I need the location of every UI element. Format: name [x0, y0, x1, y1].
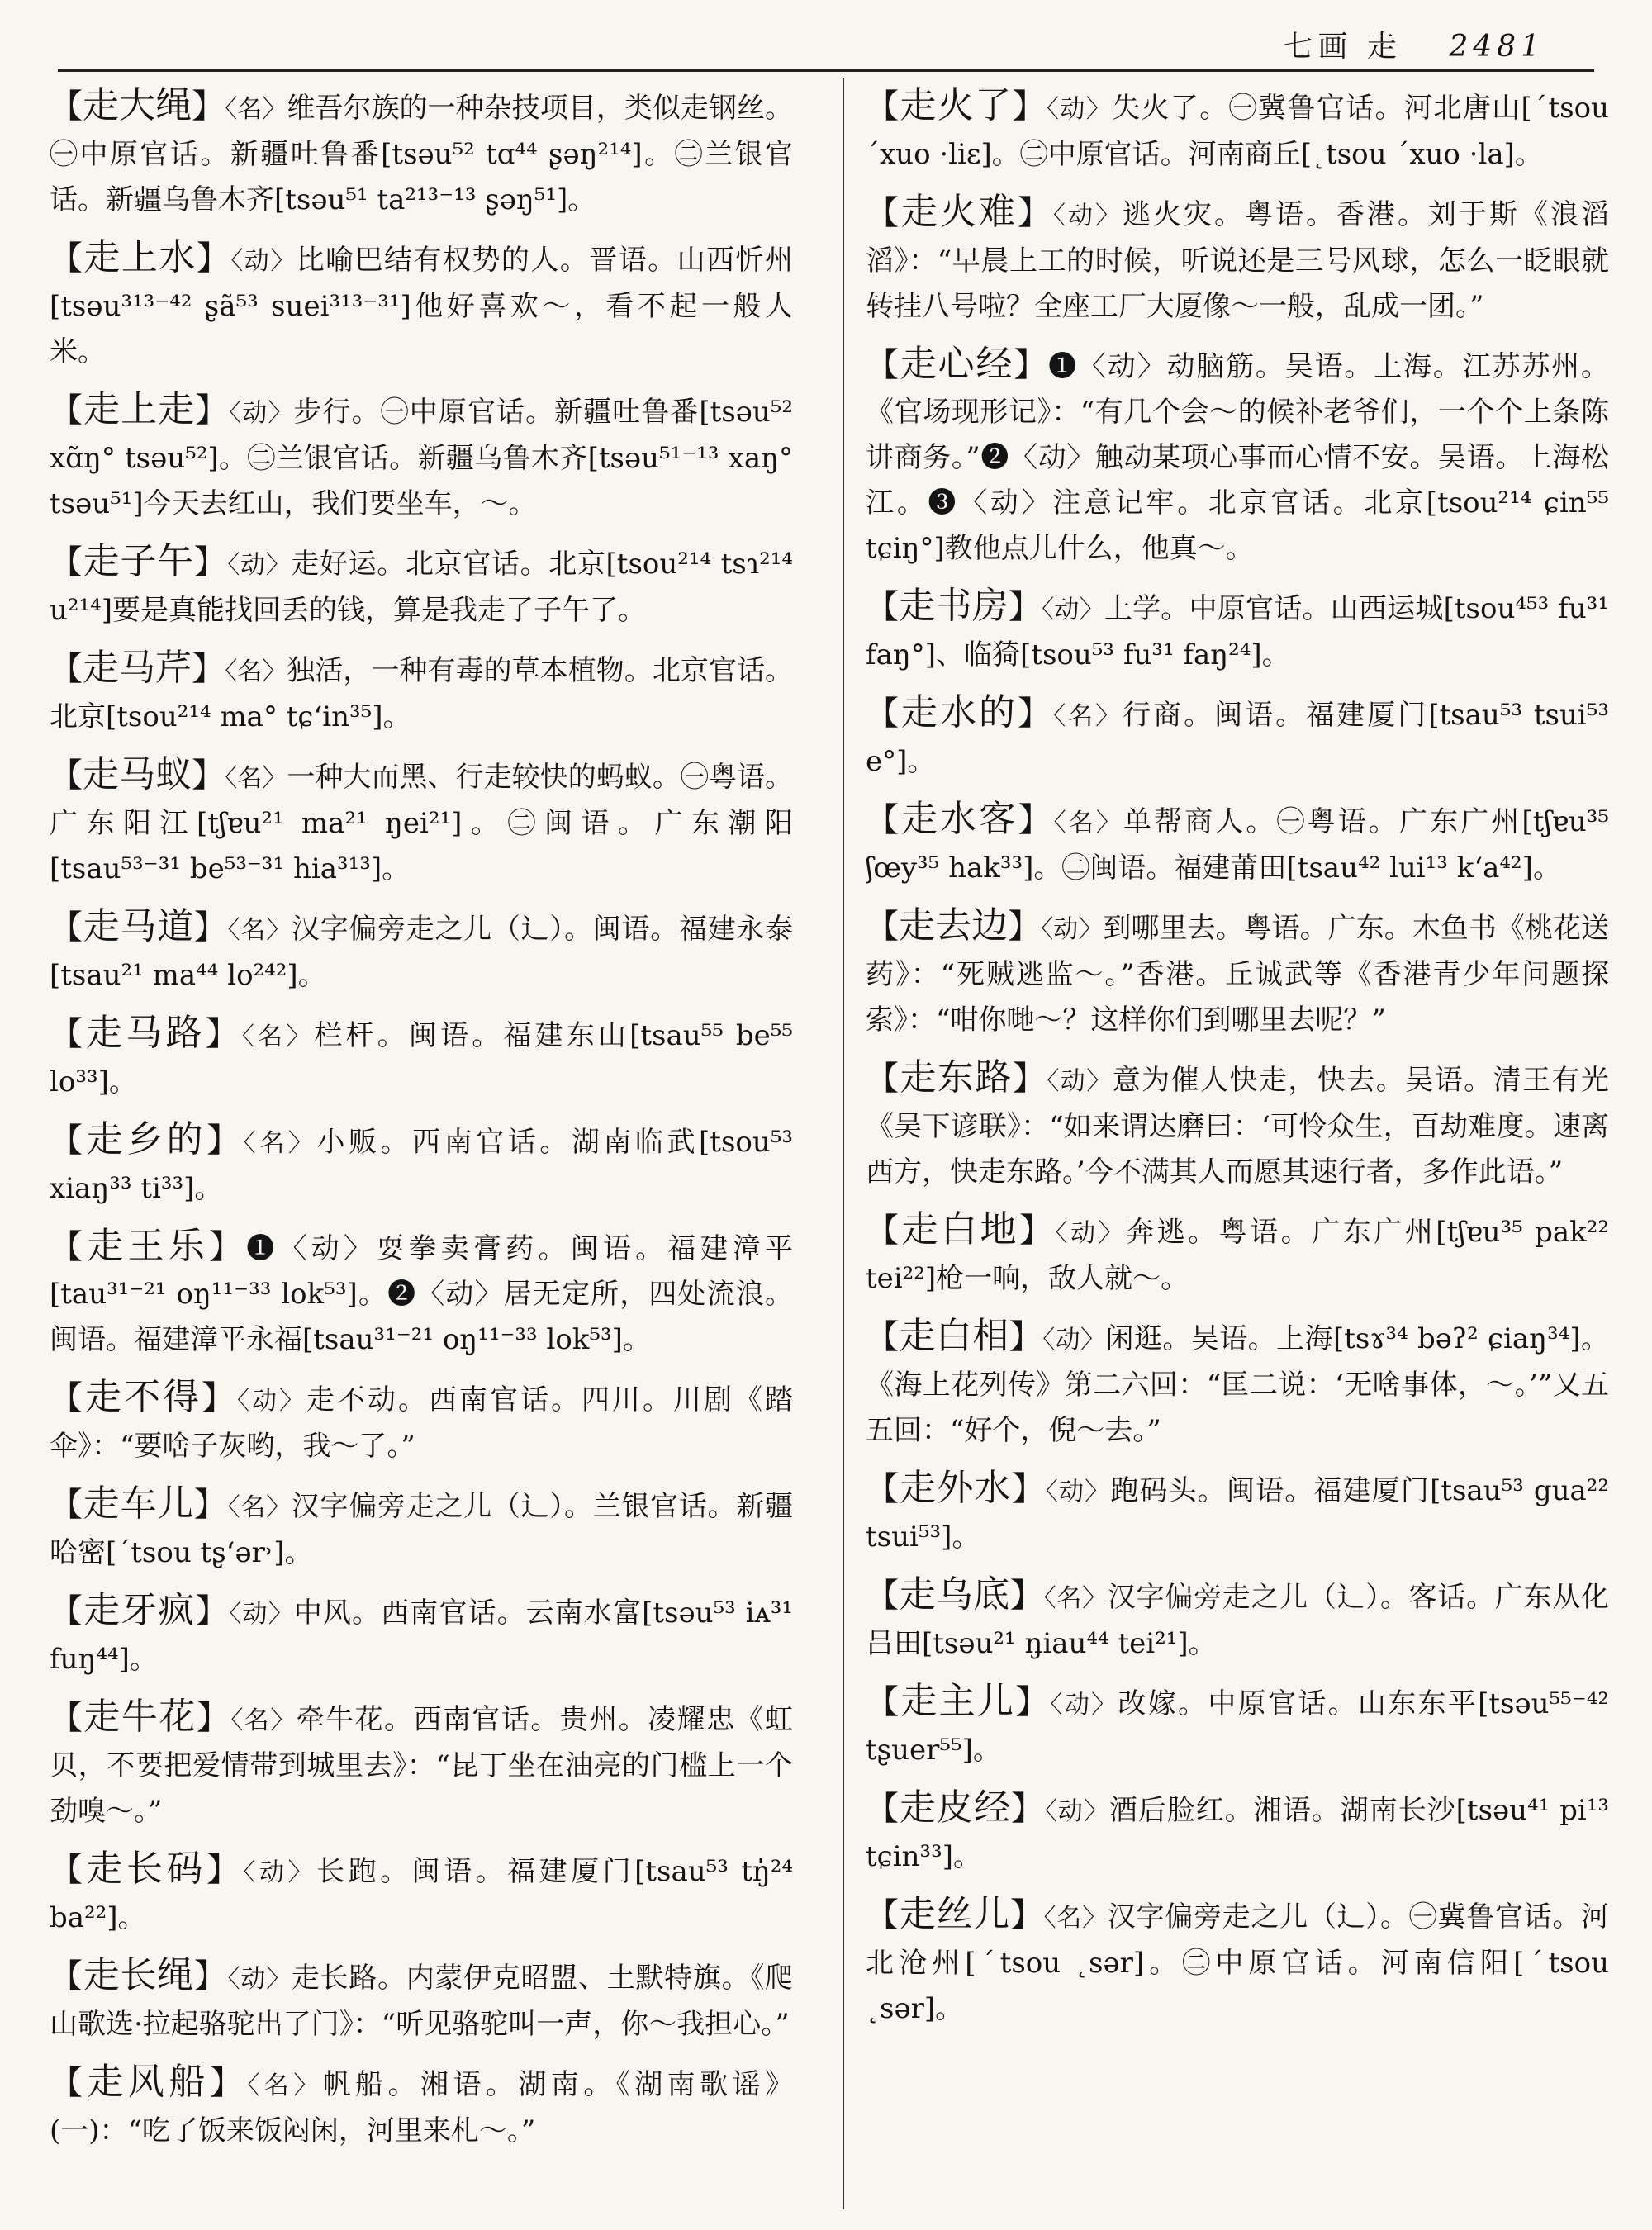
- dictionary-entry: [50, 387, 793, 527]
- bracket-close: 】: [195, 1592, 230, 1630]
- bracket-open: 【: [50, 1699, 84, 1737]
- entry-headword: 走王乐: [87, 1225, 209, 1267]
- entry-headword: 走牙疯: [83, 1589, 196, 1631]
- dictionary-entry: [866, 341, 1609, 572]
- dictionary-entry: [50, 752, 793, 892]
- bracket-close: 】: [1011, 1470, 1046, 1508]
- entry-definition: 走长路。内蒙伊克昭盟、土默特旗。《爬山歌选·拉起骆驼出了门》：“听见骆驼叫一声，你～我担心。”: [50, 1962, 793, 2041]
- column-divider: [843, 78, 844, 2209]
- right-column: [866, 83, 1609, 2205]
- part-of-speech: 〈动〉: [229, 399, 294, 428]
- entry-definition: 汉字偏旁走之儿（辶）。㊀冀鲁官话。河北沧州[ˊtsou ˛sər]。㊁中原官话。河南信阳[ˊtsou ˛sər]。: [866, 1900, 1609, 2025]
- entry-definition: 闲逛。吴语。上海[tsɤ³⁴ bəʔ² ɕiaŋ³⁴]。《海上花列传》第二六回：“匡二说：‘无啥事体，～。’”又五五回：“好个，倪～去。”: [866, 1322, 1609, 1447]
- bracket-open: 【: [50, 543, 83, 581]
- bracket-open: 【: [50, 1228, 88, 1266]
- part-of-speech: 〈名〉: [1053, 809, 1123, 837]
- bracket-close: 】: [205, 1015, 242, 1053]
- entry-definition: 失火了。㊀冀鲁官话。河北唐山[ˊtsou ˊxuo ·liɛ]。㊁中原官话。河南商丘[˛tsou ˊxuo ·la]。: [866, 92, 1609, 171]
- entry-definition: 上学。中原官话。山西运城[tsou⁴⁵³ fu³¹ faŋ°]、临猗[tsou⁵³ fu³¹ faŋ²⁴]。: [866, 592, 1609, 671]
- dictionary-entry: [50, 645, 793, 740]
- bracket-close: 】: [1012, 88, 1047, 126]
- part-of-speech: 〈名〉: [1043, 1904, 1108, 1933]
- part-of-speech: 〈动〉: [1042, 1326, 1106, 1355]
- part-of-speech: 〈动〉: [230, 247, 297, 276]
- entry-headword: 走火了: [900, 84, 1013, 126]
- part-of-speech: 〈动〉: [1044, 1797, 1109, 1826]
- entry-definition: 逃火灾。粤语。香港。刘于斯《浪滔滔》：“早晨上工的时候，听说还是三号风球，怎么一眨眼就转挂八号啦？全座工厂大厦像～一般，乱成一团。”: [866, 198, 1609, 323]
- bracket-open: 【: [50, 757, 83, 795]
- part-of-speech: 〈动〉: [1042, 595, 1104, 624]
- bracket-close: 】: [192, 650, 225, 688]
- entry-definition: 汉字偏旁走之儿（辶）。客话。广东从化吕田[tsəu²¹ n̡iau⁴⁴ tei²¹]。: [866, 1581, 1609, 1660]
- dictionary-entry: [50, 1952, 793, 2047]
- bracket-close: 】: [1015, 1683, 1051, 1721]
- entry-headword: 走火难: [901, 191, 1018, 233]
- page-header: [58, 18, 1594, 66]
- dictionary-entry: [866, 1785, 1609, 1880]
- bracket-close: 】: [192, 757, 225, 795]
- dictionary-entry: [50, 1374, 793, 1469]
- part-of-speech: 〈名〉: [227, 1493, 292, 1522]
- entry-definition: 改嫁。中原官话。山东东平[tsəu⁵⁵⁻⁴² tʂuer⁵⁵]。: [866, 1687, 1609, 1767]
- bracket-close: 】: [196, 1699, 231, 1737]
- entry-definition: 维吾尔族的一种杂技项目，类似走钢丝。㊀中原官话。新疆吐鲁番[tsəu⁵² tɑ⁴⁴ ʂəŋ²¹⁴]。㊁兰银官话。新疆乌鲁木齐[tsəu⁵¹ ta²¹³⁻¹³ ʂəŋ⁵¹]。: [50, 92, 793, 216]
- dictionary-entry: [866, 1678, 1609, 1773]
- entry-definition: 帆船。湘语。湖南。《湖南歌谣》(一)：“吃了饭来饭闷闲，河里来札～。”: [50, 2068, 793, 2147]
- bracket-open: 【: [50, 1122, 87, 1160]
- entry-definition: 独活，一种有毒的草本植物。北京官话。北京[tsou²¹⁴ ma° tɕʻin³⁵]。: [50, 654, 793, 733]
- bracket-close: 】: [1009, 1896, 1044, 1934]
- part-of-speech: 〈动〉: [1046, 95, 1113, 124]
- bracket-close: 】: [1018, 194, 1053, 232]
- entry-definition: 意为催人快走，快去。吴语。清王有光《吴下谚联》：“如来谓达磨曰：‘可怜众生，百劫难度。速离西方，快走东路。’今不满其人而愿其速行者，多作此语。”: [866, 1064, 1609, 1189]
- bracket-open: 【: [866, 1470, 900, 1508]
- bracket-open: 【: [866, 346, 900, 384]
- bracket-close: 】: [1008, 908, 1042, 946]
- part-of-speech: 〈动〉: [227, 1965, 292, 1994]
- part-of-speech: 〈动〉: [1041, 915, 1104, 944]
- bracket-open: 【: [50, 650, 83, 688]
- entry-headword: 走水客: [901, 798, 1018, 840]
- bracket-close: 】: [196, 240, 231, 278]
- dictionary-entry: [866, 189, 1609, 330]
- bracket-open: 【: [50, 909, 83, 947]
- dictionary-entry: [866, 903, 1609, 1043]
- part-of-speech: 〈名〉: [227, 916, 292, 945]
- bracket-open: 【: [50, 1957, 83, 1995]
- entry-headword: 走马芹: [83, 647, 192, 689]
- bracket-open: 【: [50, 2064, 88, 2102]
- bracket-open: 【: [866, 88, 900, 126]
- entry-definition: 汉字偏旁走之儿（辶）。闽语。福建永泰[tsau²¹ ma⁴⁴ lo²⁴²]。: [50, 913, 793, 992]
- entry-headword: 走东路: [900, 1056, 1013, 1098]
- entry-headword: 走白地: [901, 1208, 1020, 1250]
- dictionary-entry: [866, 796, 1609, 891]
- bracket-close: 】: [1018, 801, 1054, 839]
- entry-definition: 走好运。北京官话。北京[tsou²¹⁴ tsɿ²¹⁴ u²¹⁴]要是真能找回丢的钱，算是我走了子午了。: [50, 548, 793, 627]
- entry-definition: 汉字偏旁走之儿（辶）。兰银官话。新疆哈密[ˊtsou tʂʻər˒]。: [50, 1490, 793, 1569]
- dictionary-entry: [50, 1010, 793, 1105]
- entry-definition: 走不动。西南官话。四川。川剧《踏伞》：“要啥子灰哟，我～了。”: [50, 1383, 793, 1463]
- entry-headword: 走子午: [83, 540, 194, 582]
- part-of-speech: 〈动〉: [229, 1600, 294, 1629]
- entry-definition: 长跑。闽语。福建厦门[tsau⁵³ tŋ̍²⁴ ba²²]。: [50, 1855, 793, 1934]
- dictionary-entry: [866, 1572, 1609, 1667]
- bracket-open: 【: [50, 1486, 83, 1524]
- bracket-close: 】: [193, 1486, 228, 1524]
- dictionary-entry: [50, 904, 793, 999]
- entry-headword: 走大绳: [83, 84, 192, 126]
- part-of-speech: 〈动〉: [1050, 1691, 1118, 1720]
- bracket-open: 【: [50, 1015, 87, 1053]
- part-of-speech: 〈名〉: [225, 764, 287, 793]
- bracket-open: 【: [866, 1896, 900, 1934]
- bracket-close: 】: [206, 1122, 244, 1160]
- entry-headword: 走皮经: [899, 1786, 1011, 1829]
- dictionary-entry: [50, 1846, 793, 1941]
- entry-definition: 牵牛花。西南官话。贵州。凌耀忠《虹贝，不要把爱情带到城里去》：“昆丁坐在油亮的门槛上一个劲嗅～。”: [50, 1703, 793, 1828]
- entry-definition: 比喻巴结有权势的人。晋语。山西忻州[tsəu³¹³⁻⁴² ʂã⁵³ suei³¹³⁻³¹]他好喜欢～，看不起一般人米。: [50, 244, 793, 368]
- part-of-speech: 〈名〉: [230, 1706, 297, 1735]
- bracket-close: 】: [1010, 1790, 1045, 1828]
- bracket-open: 【: [866, 695, 902, 733]
- entry-headword: 走风船: [87, 2061, 210, 2103]
- dictionary-entry: [866, 583, 1609, 678]
- entry-headword: 走乌底: [899, 1573, 1010, 1616]
- dictionary-entry: [50, 1587, 793, 1682]
- dictionary-entry: [50, 2059, 793, 2154]
- bracket-open: 【: [866, 194, 901, 232]
- entry-headword: 走水的: [901, 691, 1018, 733]
- entry-definition: 一种大而黑、行走较快的蚂蚁。㊀粤语。广东阳江[tʃɐu²¹ ma²¹ ŋei²¹]。㊁闽语。广东潮阳[tsau⁵³⁻³¹ be⁵³⁻³¹ hia³¹³]。: [50, 761, 793, 885]
- entry-headword: 走白相: [899, 1315, 1009, 1357]
- part-of-speech: 〈动〉: [237, 1387, 306, 1416]
- bracket-open: 【: [866, 588, 900, 626]
- entry-headword: 走去边: [899, 904, 1009, 947]
- entry-headword: 走马道: [83, 905, 194, 947]
- dictionary-entry: [50, 1481, 793, 1576]
- bracket-open: 【: [866, 1318, 900, 1356]
- entry-headword: 走上水: [83, 236, 197, 278]
- entry-definition: 中风。西南官话。云南水富[tsəu⁵³ iᴀ³¹ fuŋ⁴⁴]。: [50, 1597, 793, 1676]
- part-of-speech: 〈名〉: [1043, 1584, 1108, 1613]
- entry-headword: 走乡的: [86, 1118, 207, 1160]
- entry-headword: 走主儿: [900, 1680, 1016, 1722]
- bracket-close: 】: [195, 391, 230, 429]
- bracket-open: 【: [866, 1790, 900, 1828]
- entry-headword: 走外水: [900, 1467, 1012, 1509]
- bracket-open: 【: [50, 88, 83, 126]
- part-of-speech: 〈动〉: [1047, 1067, 1113, 1096]
- part-of-speech: 〈动〉: [1053, 202, 1123, 230]
- bracket-close: 】: [202, 1379, 237, 1417]
- bracket-open: 【: [866, 908, 900, 946]
- section-title: 七画 走: [1283, 30, 1402, 64]
- dictionary-entry: [866, 83, 1609, 178]
- dictionary-entry: [50, 83, 793, 223]
- entry-headword: 走上走: [83, 388, 196, 430]
- bracket-close: 】: [1018, 695, 1054, 733]
- bracket-open: 【: [866, 1683, 901, 1721]
- dictionary-entry: [866, 1465, 1609, 1560]
- bracket-close: 】: [206, 1851, 244, 1889]
- entry-definition: 步行。㊀中原官话。新疆吐鲁番[tsəu⁵² xɑ̃ŋ° tsəu⁵²]。㊁兰银官话。新疆乌鲁木齐[tsəu⁵¹⁻¹³ xaŋ° tsəu⁵¹]今天去红山，我们要坐车，～。: [50, 396, 793, 520]
- dictionary-entry: [50, 235, 793, 375]
- bracket-open: 【: [866, 1060, 900, 1098]
- bracket-close: 】: [1009, 1577, 1044, 1615]
- bracket-close: 】: [209, 2064, 248, 2102]
- dictionary-entry: [866, 1891, 1609, 2032]
- bracket-open: 【: [50, 1379, 85, 1417]
- bracket-open: 【: [50, 1851, 87, 1889]
- entry-headword: 走马路: [86, 1012, 206, 1054]
- dictionary-entry: [50, 539, 793, 633]
- part-of-speech: 〈动〉: [1055, 1219, 1127, 1248]
- entry-headword: 走丝儿: [899, 1893, 1010, 1935]
- bracket-close: 】: [1012, 1060, 1047, 1098]
- dictionary-entry: [50, 1223, 793, 1363]
- part-of-speech: 〈动〉: [1045, 1478, 1111, 1506]
- bracket-open: 【: [866, 1212, 902, 1250]
- left-column: [50, 83, 793, 2205]
- entry-definition: 奔逃。粤语。广东广州[tʃɐu³⁵ pak²² tei²²]枪一响，敌人就～。: [866, 1216, 1609, 1295]
- part-of-speech: 〈名〉: [247, 2071, 323, 2100]
- dictionary-entry: [866, 1207, 1609, 1302]
- bracket-open: 【: [50, 1592, 84, 1630]
- bracket-close: 】: [193, 909, 228, 947]
- entry-definition: 栏杆。闽语。福建东山[tsau⁵⁵ be⁵⁵ lo³³]。: [50, 1019, 793, 1098]
- bracket-open: 【: [866, 801, 902, 839]
- bracket-close: 】: [208, 1228, 247, 1266]
- entry-headword: 走车儿: [83, 1483, 194, 1525]
- dictionary-entry: [866, 690, 1609, 785]
- part-of-speech: 〈动〉: [227, 551, 292, 580]
- bracket-close: 】: [192, 88, 225, 126]
- entry-definition: 跑码头。闽语。福建厦门[tsau⁵³ gua²² tsui⁵³]。: [866, 1474, 1609, 1554]
- part-of-speech: 〈名〉: [225, 657, 287, 686]
- bracket-open: 【: [50, 391, 84, 429]
- bracket-close: 】: [1014, 346, 1049, 384]
- entry-headword: 走书房: [899, 585, 1009, 627]
- part-of-speech: 〈名〉: [1053, 702, 1123, 731]
- bracket-close: 】: [1009, 1318, 1043, 1356]
- entry-definition: ❶〈动〉耍拳卖膏药。闽语。福建漳平[tau³¹⁻²¹ oŋ¹¹⁻³³ lok⁵³]。❷〈动〉居无定所，四处流浪。闽语。福建漳平永福[tsau³¹⁻²¹ oŋ¹¹⁻³³ lok⁵³]。: [50, 1232, 793, 1356]
- entry-headword: 走长绳: [83, 1954, 194, 1996]
- entry-headword: 走马蚁: [83, 753, 192, 795]
- dictionary-entry: [866, 1055, 1609, 1195]
- entry-headword: 走长码: [86, 1848, 207, 1890]
- dictionary-entry: [50, 1694, 793, 1834]
- entry-definition: 小贩。西南官话。湖南临武[tsou⁵³ xiaŋ³³ ti³³]。: [50, 1126, 793, 1205]
- bracket-close: 】: [1008, 588, 1042, 626]
- bracket-open: 【: [866, 1577, 900, 1615]
- entry-headword: 走牛花: [83, 1696, 197, 1738]
- part-of-speech: 〈名〉: [243, 1129, 317, 1158]
- header-rule: [58, 69, 1594, 72]
- bracket-close: 】: [193, 1957, 228, 1995]
- entry-definition: 到哪里去。粤语。广东。木鱼书《桃花送药》：“死贼逃监～。”香港。丘诚武等《香港青少年问题探索》：“咁你哋～？这样你们到哪里去呢？”: [866, 912, 1609, 1037]
- entry-headword: 走不得: [85, 1376, 202, 1418]
- entry-definition: ❶〈动〉动脑筋。吴语。上海。江苏苏州。《官场现形记》：“有几个会～的候补老爷们，一个个上条陈讲商务。”❷〈动〉触动某项心事而心情不安。吴语。上海松江。❸〈动〉注意记牢。北京官话。北京[tsou²¹⁴ ɕin⁵⁵ tɕiŋ°]教他点儿什么，他真～。: [866, 350, 1609, 565]
- dictionary-entry: [866, 1313, 1609, 1454]
- entry-headword: 走心经: [900, 343, 1014, 385]
- bracket-close: 】: [1019, 1212, 1056, 1250]
- entry-definition: 单帮商人。㊀粤语。广东广州[tʃɐu³⁵ ʃœy³⁵ hak³³]。㊁闽语。福建莆田[tsau⁴² lui¹³ kʻa⁴²]。: [866, 805, 1609, 885]
- entry-definition: 酒后脸红。湘语。湖南长沙[tsəu⁴¹ pi¹³ tɕin³³]。: [866, 1794, 1609, 1873]
- page-number: 2481: [1449, 30, 1545, 64]
- running-header: [1283, 23, 1545, 65]
- part-of-speech: 〈名〉: [225, 95, 287, 124]
- bracket-open: 【: [50, 240, 84, 278]
- part-of-speech: 〈动〉: [243, 1858, 317, 1887]
- bracket-close: 】: [193, 543, 228, 581]
- part-of-speech: 〈名〉: [241, 1022, 315, 1051]
- dictionary-entry: [50, 1117, 793, 1212]
- entry-definition: 行商。闽语。福建厦门[tsau⁵³ tsui⁵³ e°]。: [866, 699, 1609, 778]
